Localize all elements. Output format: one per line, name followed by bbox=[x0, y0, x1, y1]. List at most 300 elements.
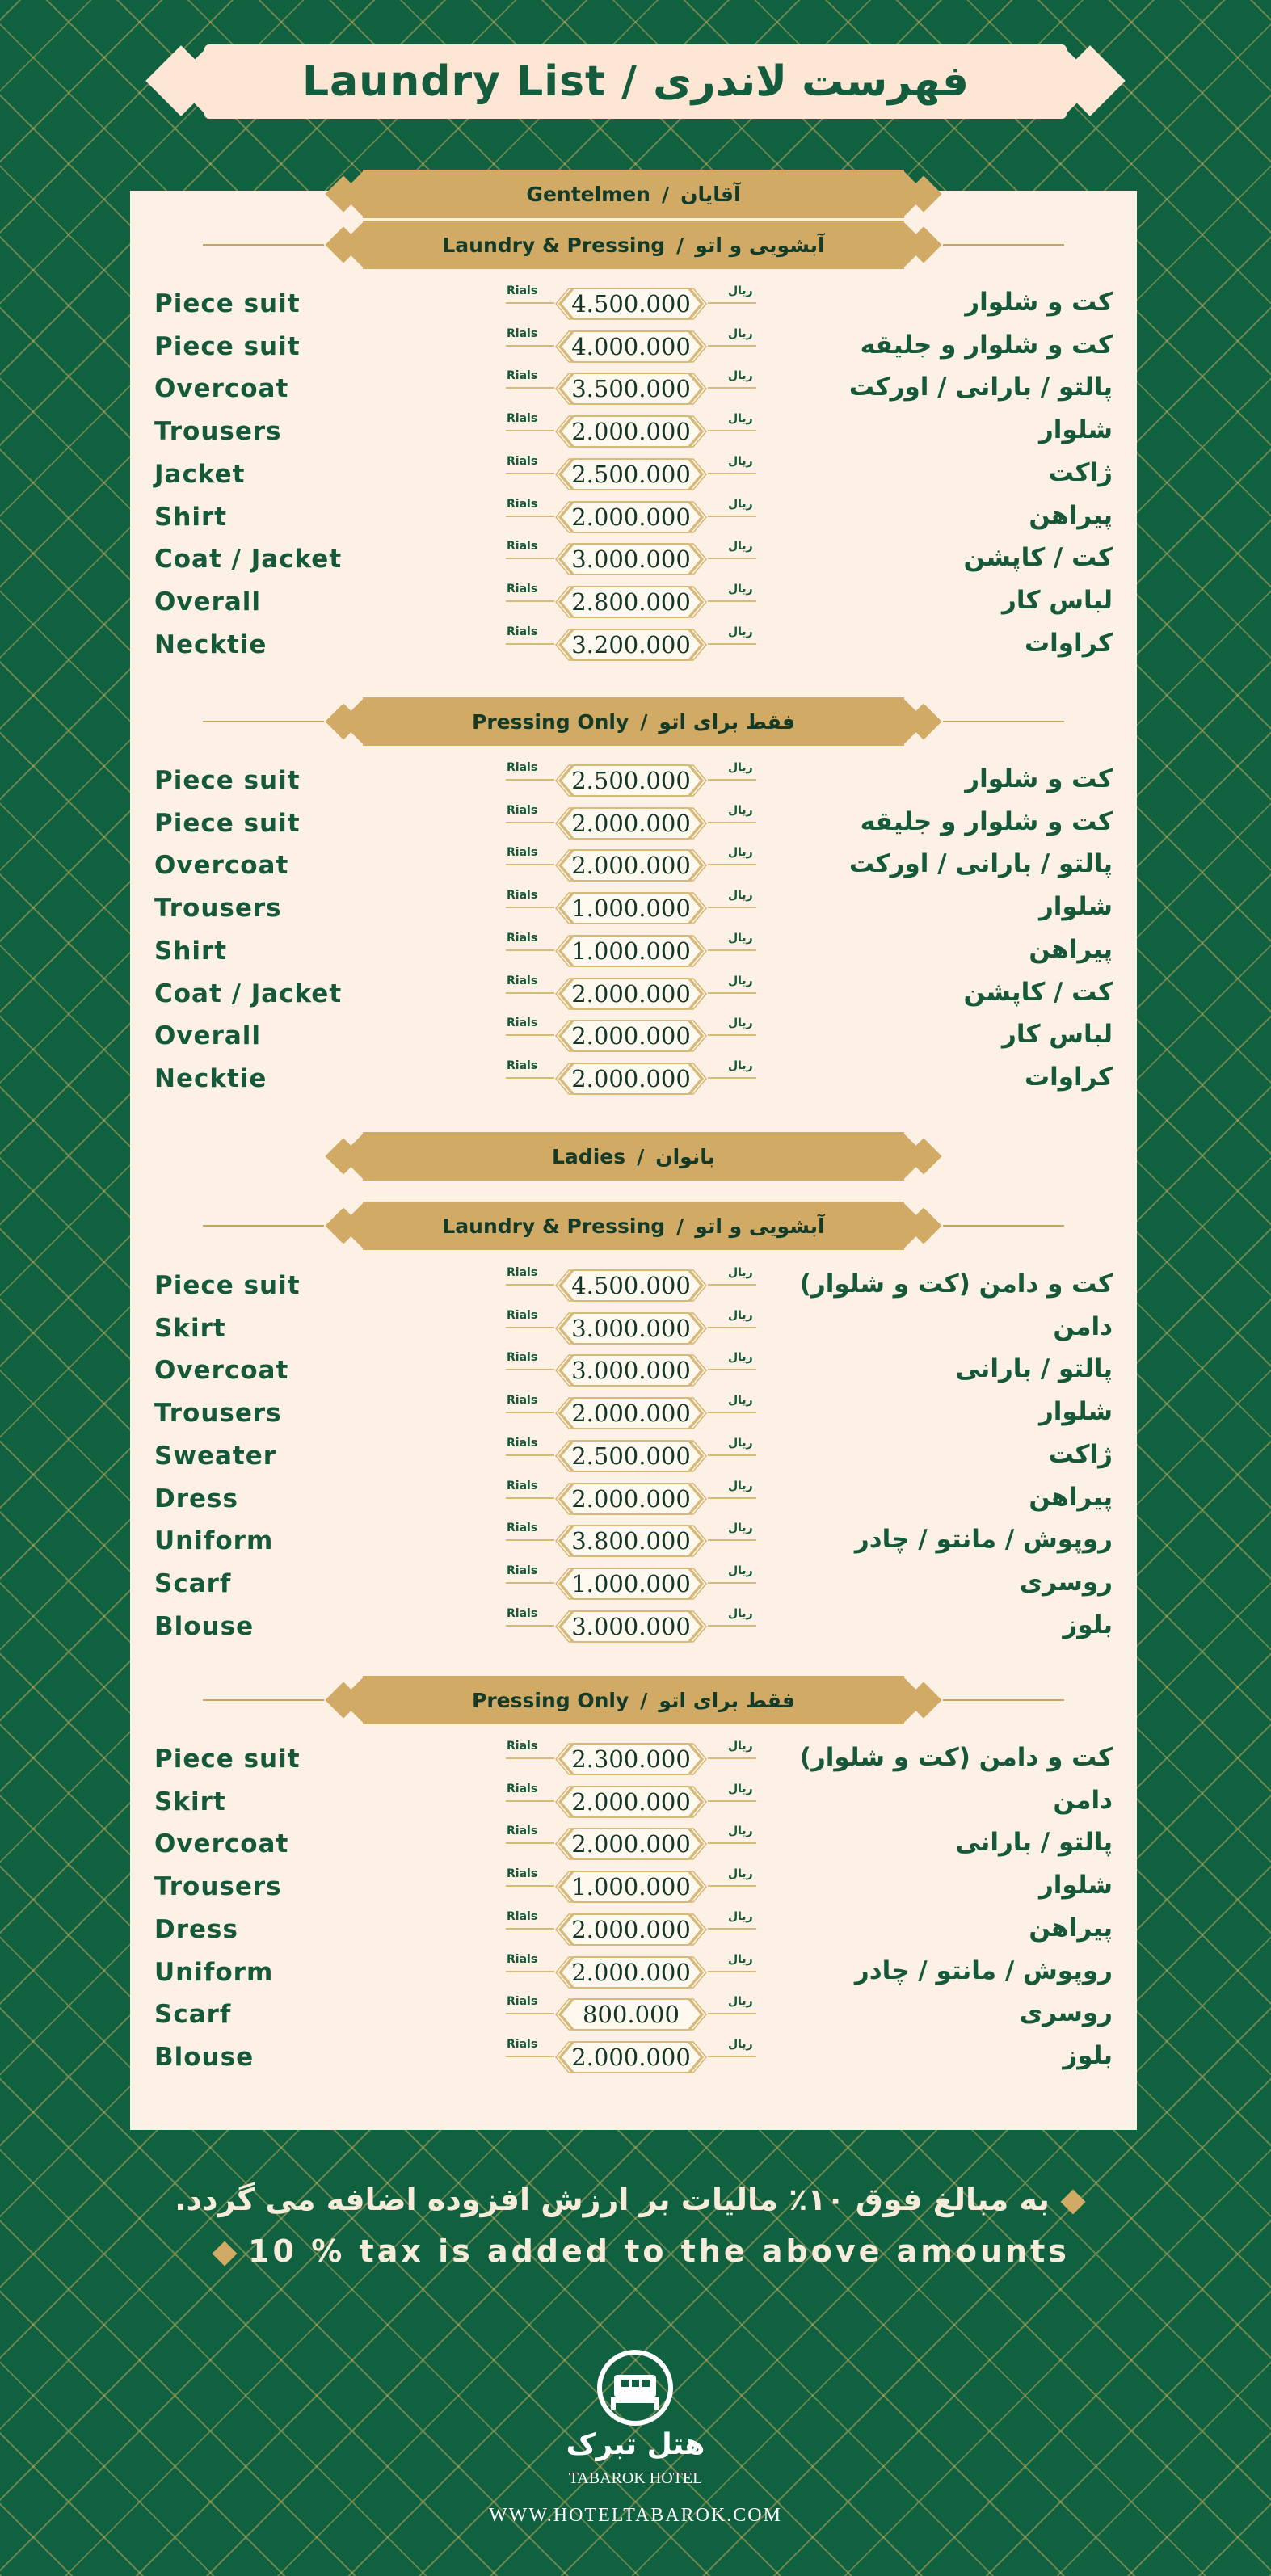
banner-line-left bbox=[203, 244, 324, 246]
price-line-right bbox=[708, 1454, 756, 1456]
price-line-left bbox=[506, 1327, 554, 1328]
price-line-left bbox=[506, 302, 554, 304]
currency-label-fa: ریال bbox=[728, 1017, 753, 1030]
price-line-right bbox=[708, 473, 756, 474]
item-name-en: Trousers bbox=[154, 1872, 282, 1902]
price-tag bbox=[554, 286, 708, 322]
currency-label-en: Rials bbox=[507, 454, 538, 468]
currency-label-en: Rials bbox=[507, 1564, 538, 1577]
group-header-row bbox=[130, 697, 1137, 746]
currency-label-fa: ریال bbox=[728, 1308, 753, 1322]
currency-label-en: Rials bbox=[507, 284, 538, 297]
price-line-left bbox=[506, 1800, 554, 1802]
price-line-right bbox=[708, 1327, 756, 1328]
currency-label-fa: ریال bbox=[728, 1479, 753, 1492]
item-name-en: Blouse bbox=[154, 2042, 255, 2072]
price-line-left bbox=[506, 1582, 554, 1584]
currency-label-fa: ریال bbox=[728, 1394, 753, 1408]
item-price: 2.000.000 bbox=[571, 1958, 691, 1986]
item-name-fa: کت و شلوار bbox=[965, 288, 1113, 317]
currency-label-fa: ریال bbox=[728, 625, 753, 638]
price-tag bbox=[554, 1268, 708, 1303]
item-name-en: Necktie bbox=[154, 1063, 267, 1093]
item-name-fa: کراوات bbox=[1025, 1062, 1113, 1092]
price-row bbox=[130, 1480, 1137, 1520]
currency-label-en: Rials bbox=[507, 1909, 538, 1923]
group-header-row bbox=[130, 1676, 1137, 1724]
item-name-en: Trousers bbox=[154, 1399, 282, 1429]
price-line-right bbox=[708, 779, 756, 781]
group-header-en: Laundry & Pressing bbox=[442, 233, 666, 257]
currency-label-en: Rials bbox=[507, 974, 538, 987]
currency-label-fa: ریال bbox=[728, 1606, 753, 1620]
group-header-fa: آبشویی و اتو bbox=[695, 233, 825, 257]
price-row bbox=[130, 1910, 1137, 1951]
currency-label-en: Rials bbox=[507, 326, 538, 340]
currency-label-fa: ریال bbox=[728, 1952, 753, 1966]
price-line-left bbox=[506, 1034, 554, 1036]
group-header bbox=[363, 697, 904, 746]
price-line-right bbox=[708, 345, 756, 347]
price-line-left bbox=[506, 1077, 554, 1079]
currency-label-en: Rials bbox=[507, 497, 538, 511]
price-row bbox=[130, 804, 1137, 844]
currency-label-fa: ریال bbox=[728, 1909, 753, 1923]
item-name-en: Trousers bbox=[154, 417, 282, 447]
currency-label-fa: ریال bbox=[728, 1436, 753, 1450]
item-price: 2.000.000 bbox=[571, 1400, 691, 1428]
price-tag bbox=[554, 584, 708, 620]
item-price: 3.000.000 bbox=[571, 1314, 691, 1342]
price-line-left bbox=[506, 600, 554, 602]
separator: / bbox=[640, 709, 648, 734]
currency-label-en: Rials bbox=[507, 1266, 538, 1279]
currency-label-en: Rials bbox=[507, 889, 538, 903]
price-line-right bbox=[708, 1582, 756, 1584]
item-price: 2.000.000 bbox=[571, 2043, 691, 2071]
item-name-fa: کت و شلوار bbox=[965, 764, 1113, 793]
item-name-en: Piece suit bbox=[154, 766, 301, 795]
item-price: 4.500.000 bbox=[571, 290, 691, 318]
price-row bbox=[130, 1953, 1137, 1993]
price-line-left bbox=[506, 779, 554, 781]
banner-line-right bbox=[943, 244, 1064, 246]
price-line-left bbox=[506, 1284, 554, 1286]
group-header bbox=[363, 221, 904, 269]
separator: / bbox=[637, 1144, 645, 1168]
price-row bbox=[130, 1867, 1137, 1908]
item-name-fa: روپوش / مانتو / چادر bbox=[854, 1525, 1113, 1555]
item-name-en: Blouse bbox=[154, 1611, 255, 1641]
item-name-fa: لباس کار bbox=[1001, 1020, 1113, 1050]
price-tag bbox=[554, 1609, 708, 1644]
price-line-left bbox=[506, 949, 554, 951]
currency-label-en: Rials bbox=[507, 803, 538, 817]
currency-label-fa: ریال bbox=[728, 1564, 753, 1577]
item-name-en: Uniform bbox=[154, 1957, 274, 1987]
price-tag bbox=[554, 457, 708, 492]
price-row bbox=[130, 583, 1137, 623]
price-line-right bbox=[708, 949, 756, 951]
item-price: 4.500.000 bbox=[571, 1272, 691, 1299]
price-line-right bbox=[708, 600, 756, 602]
item-name-fa: دامن bbox=[1053, 1785, 1113, 1815]
item-name-en: Overall bbox=[154, 1021, 262, 1051]
item-price: 2.000.000 bbox=[571, 418, 691, 446]
price-row bbox=[130, 498, 1137, 538]
price-tag bbox=[554, 1566, 708, 1602]
price-tag bbox=[554, 1955, 708, 1990]
item-name-fa: کراوات bbox=[1025, 628, 1113, 658]
price-tag bbox=[554, 976, 708, 1012]
currency-label-en: Rials bbox=[507, 1995, 538, 2009]
item-name-fa: کت / کاپشن bbox=[963, 977, 1113, 1007]
price-tag bbox=[554, 806, 708, 841]
price-row bbox=[130, 1825, 1137, 1865]
currency-label-en: Rials bbox=[507, 1952, 538, 1966]
item-name-en: Overall bbox=[154, 587, 262, 617]
currency-label-en: Rials bbox=[507, 761, 538, 774]
price-row bbox=[130, 1564, 1137, 1605]
currency-label-fa: ریال bbox=[728, 369, 753, 383]
tax-note-en bbox=[0, 2233, 1271, 2269]
page-title: Laundry List / فهرست لاندری bbox=[204, 44, 1067, 119]
price-tag bbox=[554, 1826, 708, 1862]
separator: / bbox=[676, 233, 684, 257]
group-header-en: Laundry & Pressing bbox=[442, 1214, 666, 1238]
price-row bbox=[130, 540, 1137, 580]
item-price: 4.000.000 bbox=[571, 332, 691, 360]
currency-label-en: Rials bbox=[507, 625, 538, 638]
section-header bbox=[363, 170, 904, 218]
currency-label-en: Rials bbox=[507, 1782, 538, 1795]
item-price: 2.000.000 bbox=[571, 1830, 691, 1858]
item-name-fa: پالتو / بارانی / اورکت bbox=[848, 373, 1113, 402]
item-name-en: Overcoat bbox=[154, 1356, 289, 1386]
item-name-fa: کت و شلوار و جلیقه bbox=[860, 806, 1113, 836]
hotel-name-fa: هتل تبرک bbox=[566, 2428, 705, 2461]
hotel-name-en: TABAROK HOTEL bbox=[568, 2469, 703, 2487]
section-header-row bbox=[130, 1132, 1137, 1181]
item-name-fa: کت / کاپشن bbox=[963, 543, 1113, 573]
item-name-en: Piece suit bbox=[154, 1271, 301, 1300]
price-row bbox=[130, 455, 1137, 495]
price-tag bbox=[554, 1481, 708, 1517]
price-tag bbox=[554, 371, 708, 406]
item-name-fa: دامن bbox=[1053, 1311, 1113, 1341]
price-line-right bbox=[708, 387, 756, 389]
price-line-right bbox=[708, 643, 756, 645]
price-line-left bbox=[506, 345, 554, 347]
currency-label-en: Rials bbox=[507, 582, 538, 596]
currency-label-en: Rials bbox=[507, 1522, 538, 1535]
price-row bbox=[130, 284, 1137, 325]
price-line-right bbox=[708, 430, 756, 431]
price-line-right bbox=[708, 1369, 756, 1370]
item-price: 1.000.000 bbox=[571, 1569, 691, 1597]
item-price: 3.000.000 bbox=[571, 1357, 691, 1385]
item-name-fa: پیراهن bbox=[1029, 1482, 1113, 1512]
group-header-en: Pressing Only bbox=[472, 709, 629, 734]
group-header bbox=[363, 1202, 904, 1250]
banner-line-right bbox=[943, 1225, 1064, 1227]
group-header-fa: فقط برای اتو bbox=[659, 1688, 795, 1712]
item-name-fa: کت و شلوار و جلیقه bbox=[860, 330, 1113, 360]
item-name-en: Shirt bbox=[154, 936, 228, 966]
item-price: 2.800.000 bbox=[571, 587, 691, 616]
price-line-left bbox=[506, 1885, 554, 1887]
price-row bbox=[130, 889, 1137, 929]
currency-label-fa: ریال bbox=[728, 803, 753, 817]
price-tag bbox=[554, 1784, 708, 1820]
currency-label-en: Rials bbox=[507, 1606, 538, 1620]
price-tag bbox=[554, 499, 708, 535]
price-line-left bbox=[506, 2013, 554, 2014]
currency-label-en: Rials bbox=[507, 1308, 538, 1322]
item-name-en: Overcoat bbox=[154, 1829, 289, 1859]
item-name-fa: ژاکت bbox=[1048, 457, 1113, 487]
item-price: 2.500.000 bbox=[571, 460, 691, 488]
price-line-left bbox=[506, 558, 554, 559]
group-header-row bbox=[130, 1202, 1137, 1250]
price-line-right bbox=[708, 1625, 756, 1627]
currency-label-fa: ریال bbox=[728, 284, 753, 297]
currency-label-fa: ریال bbox=[728, 1740, 753, 1753]
price-line-left bbox=[506, 1928, 554, 1930]
price-tag bbox=[554, 848, 708, 883]
currency-label-en: Rials bbox=[507, 846, 538, 860]
price-row bbox=[130, 846, 1137, 886]
currency-label-fa: ریال bbox=[728, 761, 753, 774]
price-line-left bbox=[506, 864, 554, 865]
banner-line-left bbox=[203, 1225, 324, 1227]
price-line-left bbox=[506, 1539, 554, 1541]
price-row bbox=[130, 2038, 1137, 2078]
title-banner bbox=[149, 44, 1122, 119]
price-line-right bbox=[708, 1800, 756, 1802]
price-tag bbox=[554, 627, 708, 663]
price-tag bbox=[554, 1061, 708, 1096]
item-name-en: Piece suit bbox=[154, 808, 301, 838]
item-name-fa: روپوش / مانتو / چادر bbox=[854, 1955, 1113, 1985]
item-price: 2.300.000 bbox=[571, 1745, 691, 1773]
price-row bbox=[130, 327, 1137, 368]
price-row bbox=[130, 1607, 1137, 1648]
price-row bbox=[130, 1059, 1137, 1100]
price-tag bbox=[554, 2039, 708, 2075]
price-row bbox=[130, 1309, 1137, 1349]
item-price: 2.500.000 bbox=[571, 767, 691, 794]
item-price: 2.000.000 bbox=[571, 979, 691, 1008]
price-line-left bbox=[506, 1454, 554, 1456]
currency-label-fa: ریال bbox=[728, 1825, 753, 1838]
item-name-fa: پالتو / بارانی bbox=[955, 1828, 1113, 1858]
item-price: 1.000.000 bbox=[571, 937, 691, 965]
hotel-logo-icon bbox=[595, 2347, 675, 2428]
item-price: 3.200.000 bbox=[571, 630, 691, 659]
item-name-fa: بلوز bbox=[1063, 1610, 1113, 1639]
currency-label-fa: ریال bbox=[728, 454, 753, 468]
item-name-en: Overcoat bbox=[154, 851, 289, 881]
price-line-right bbox=[708, 1412, 756, 1413]
currency-label-fa: ریال bbox=[728, 540, 753, 554]
price-line-right bbox=[708, 822, 756, 823]
price-row bbox=[130, 1783, 1137, 1823]
item-name-fa: شلوار bbox=[1038, 892, 1113, 922]
price-tag bbox=[554, 1311, 708, 1346]
currency-label-fa: ریال bbox=[728, 412, 753, 426]
price-tag bbox=[554, 1018, 708, 1054]
price-line-right bbox=[708, 1757, 756, 1759]
item-name-en: Skirt bbox=[154, 1787, 226, 1816]
price-line-right bbox=[708, 907, 756, 908]
currency-label-fa: ریال bbox=[728, 2037, 753, 2051]
item-name-fa: شلوار bbox=[1038, 1397, 1113, 1427]
item-price: 3.800.000 bbox=[571, 1527, 691, 1555]
separator: / bbox=[640, 1688, 648, 1712]
item-name-fa: پیراهن bbox=[1029, 1913, 1113, 1943]
item-name-fa: پالتو / بارانی / اورکت bbox=[848, 849, 1113, 879]
price-row bbox=[130, 625, 1137, 666]
bullet-diamond-icon bbox=[213, 2241, 238, 2266]
item-name-en: Scarf bbox=[154, 1568, 232, 1598]
currency-label-en: Rials bbox=[507, 1059, 538, 1072]
currency-label-en: Rials bbox=[507, 369, 538, 383]
price-line-left bbox=[506, 473, 554, 474]
currency-label-en: Rials bbox=[507, 540, 538, 554]
item-price: 2.000.000 bbox=[571, 1484, 691, 1513]
price-tag bbox=[554, 414, 708, 449]
currency-label-en: Rials bbox=[507, 1017, 538, 1030]
banner-line-left bbox=[203, 1699, 324, 1701]
currency-label-en: Rials bbox=[507, 1479, 538, 1492]
item-price: 3.500.000 bbox=[571, 375, 691, 403]
item-price: 1.000.000 bbox=[571, 894, 691, 923]
section-header-en: Ladies bbox=[552, 1144, 626, 1168]
item-name-en: Trousers bbox=[154, 894, 282, 924]
item-name-fa: ژاکت bbox=[1048, 1439, 1113, 1469]
separator: / bbox=[676, 1214, 684, 1238]
price-line-left bbox=[506, 430, 554, 431]
item-name-en: Piece suit bbox=[154, 289, 301, 318]
price-tag bbox=[554, 1912, 708, 1947]
currency-label-fa: ریال bbox=[728, 497, 753, 511]
price-line-left bbox=[506, 1842, 554, 1844]
price-line-right bbox=[708, 1539, 756, 1541]
item-name-en: Sweater bbox=[154, 1441, 277, 1471]
tax-note-fa bbox=[0, 2182, 1271, 2217]
section-header-en: Gentelmen bbox=[526, 182, 650, 206]
item-name-fa: روسری bbox=[1019, 1567, 1113, 1597]
currency-label-fa: ریال bbox=[728, 889, 753, 903]
group-header-row bbox=[130, 221, 1137, 269]
price-row bbox=[130, 974, 1137, 1015]
price-line-right bbox=[708, 1034, 756, 1036]
price-line-right bbox=[708, 2013, 756, 2014]
item-price: 2.000.000 bbox=[571, 1022, 691, 1050]
item-name-en: Overcoat bbox=[154, 374, 289, 404]
price-row bbox=[130, 1266, 1137, 1307]
item-name-fa: شلوار bbox=[1038, 1871, 1113, 1900]
currency-label-fa: ریال bbox=[728, 1351, 753, 1365]
price-line-right bbox=[708, 864, 756, 865]
tax-note-fa-text: به مبالغ فوق ۱۰٪ مالیات بر ارزش افزوده اضافه می گردد. bbox=[175, 2182, 1050, 2217]
price-row bbox=[130, 412, 1137, 452]
currency-label-fa: ریال bbox=[728, 974, 753, 987]
price-line-left bbox=[506, 822, 554, 823]
price-line-right bbox=[708, 1497, 756, 1499]
currency-label-en: Rials bbox=[507, 1867, 538, 1881]
currency-label-fa: ریال bbox=[728, 931, 753, 945]
price-line-left bbox=[506, 992, 554, 994]
item-name-fa: پالتو / بارانی bbox=[955, 1354, 1113, 1384]
item-name-en: Dress bbox=[154, 1484, 238, 1513]
currency-label-en: Rials bbox=[507, 1351, 538, 1365]
section-header-row bbox=[130, 170, 1137, 218]
group-header-fa: فقط برای اتو bbox=[659, 709, 795, 734]
item-price: 2.000.000 bbox=[571, 1915, 691, 1943]
price-tag bbox=[554, 541, 708, 577]
currency-label-fa: ریال bbox=[728, 1782, 753, 1795]
banner-line-right bbox=[943, 1699, 1064, 1701]
currency-label-fa: ریال bbox=[728, 846, 753, 860]
item-name-en: Jacket bbox=[154, 459, 246, 489]
item-name-en: Coat / Jacket bbox=[154, 979, 343, 1008]
item-name-en: Scarf bbox=[154, 2000, 232, 2030]
item-name-fa: روسری bbox=[1019, 1998, 1113, 2028]
currency-label-fa: ریال bbox=[728, 1867, 753, 1881]
price-tag bbox=[554, 890, 708, 926]
section-header-fa: آقایان bbox=[680, 182, 741, 206]
item-name-en: Necktie bbox=[154, 629, 267, 659]
item-name-en: Shirt bbox=[154, 502, 228, 532]
price-line-right bbox=[708, 1284, 756, 1286]
separator: / bbox=[661, 182, 670, 206]
item-price: 2.500.000 bbox=[571, 1442, 691, 1470]
price-row bbox=[130, 1740, 1137, 1780]
item-name-en: Piece suit bbox=[154, 1745, 301, 1774]
item-price: 800.000 bbox=[583, 2001, 680, 2029]
currency-label-en: Rials bbox=[507, 412, 538, 426]
currency-label-fa: ریال bbox=[728, 1266, 753, 1279]
price-line-right bbox=[708, 302, 756, 304]
item-price: 2.000.000 bbox=[571, 1064, 691, 1092]
price-line-left bbox=[506, 2056, 554, 2057]
price-line-right bbox=[708, 516, 756, 517]
item-name-fa: پیراهن bbox=[1029, 500, 1113, 530]
currency-label-fa: ریال bbox=[728, 1522, 753, 1535]
item-price: 2.000.000 bbox=[571, 1787, 691, 1816]
price-line-right bbox=[708, 1077, 756, 1079]
item-name-fa: بلوز bbox=[1063, 2040, 1113, 2070]
price-tag bbox=[554, 1523, 708, 1559]
item-price: 2.000.000 bbox=[571, 852, 691, 880]
item-name-en: Uniform bbox=[154, 1526, 274, 1556]
currency-label-fa: ریال bbox=[728, 1059, 753, 1072]
price-line-right bbox=[708, 558, 756, 559]
currency-label-en: Rials bbox=[507, 1825, 538, 1838]
tax-note-en-text: 10 % tax is added to the above amounts bbox=[248, 2233, 1070, 2269]
price-row bbox=[130, 1995, 1137, 2035]
price-list-panel bbox=[130, 182, 1137, 2130]
price-line-right bbox=[708, 1928, 756, 1930]
item-name-en: Skirt bbox=[154, 1313, 226, 1343]
price-line-right bbox=[708, 1842, 756, 1844]
item-name-en: Dress bbox=[154, 1914, 238, 1944]
price-row bbox=[130, 761, 1137, 802]
price-row bbox=[130, 1394, 1137, 1434]
item-price: 2.000.000 bbox=[571, 809, 691, 837]
